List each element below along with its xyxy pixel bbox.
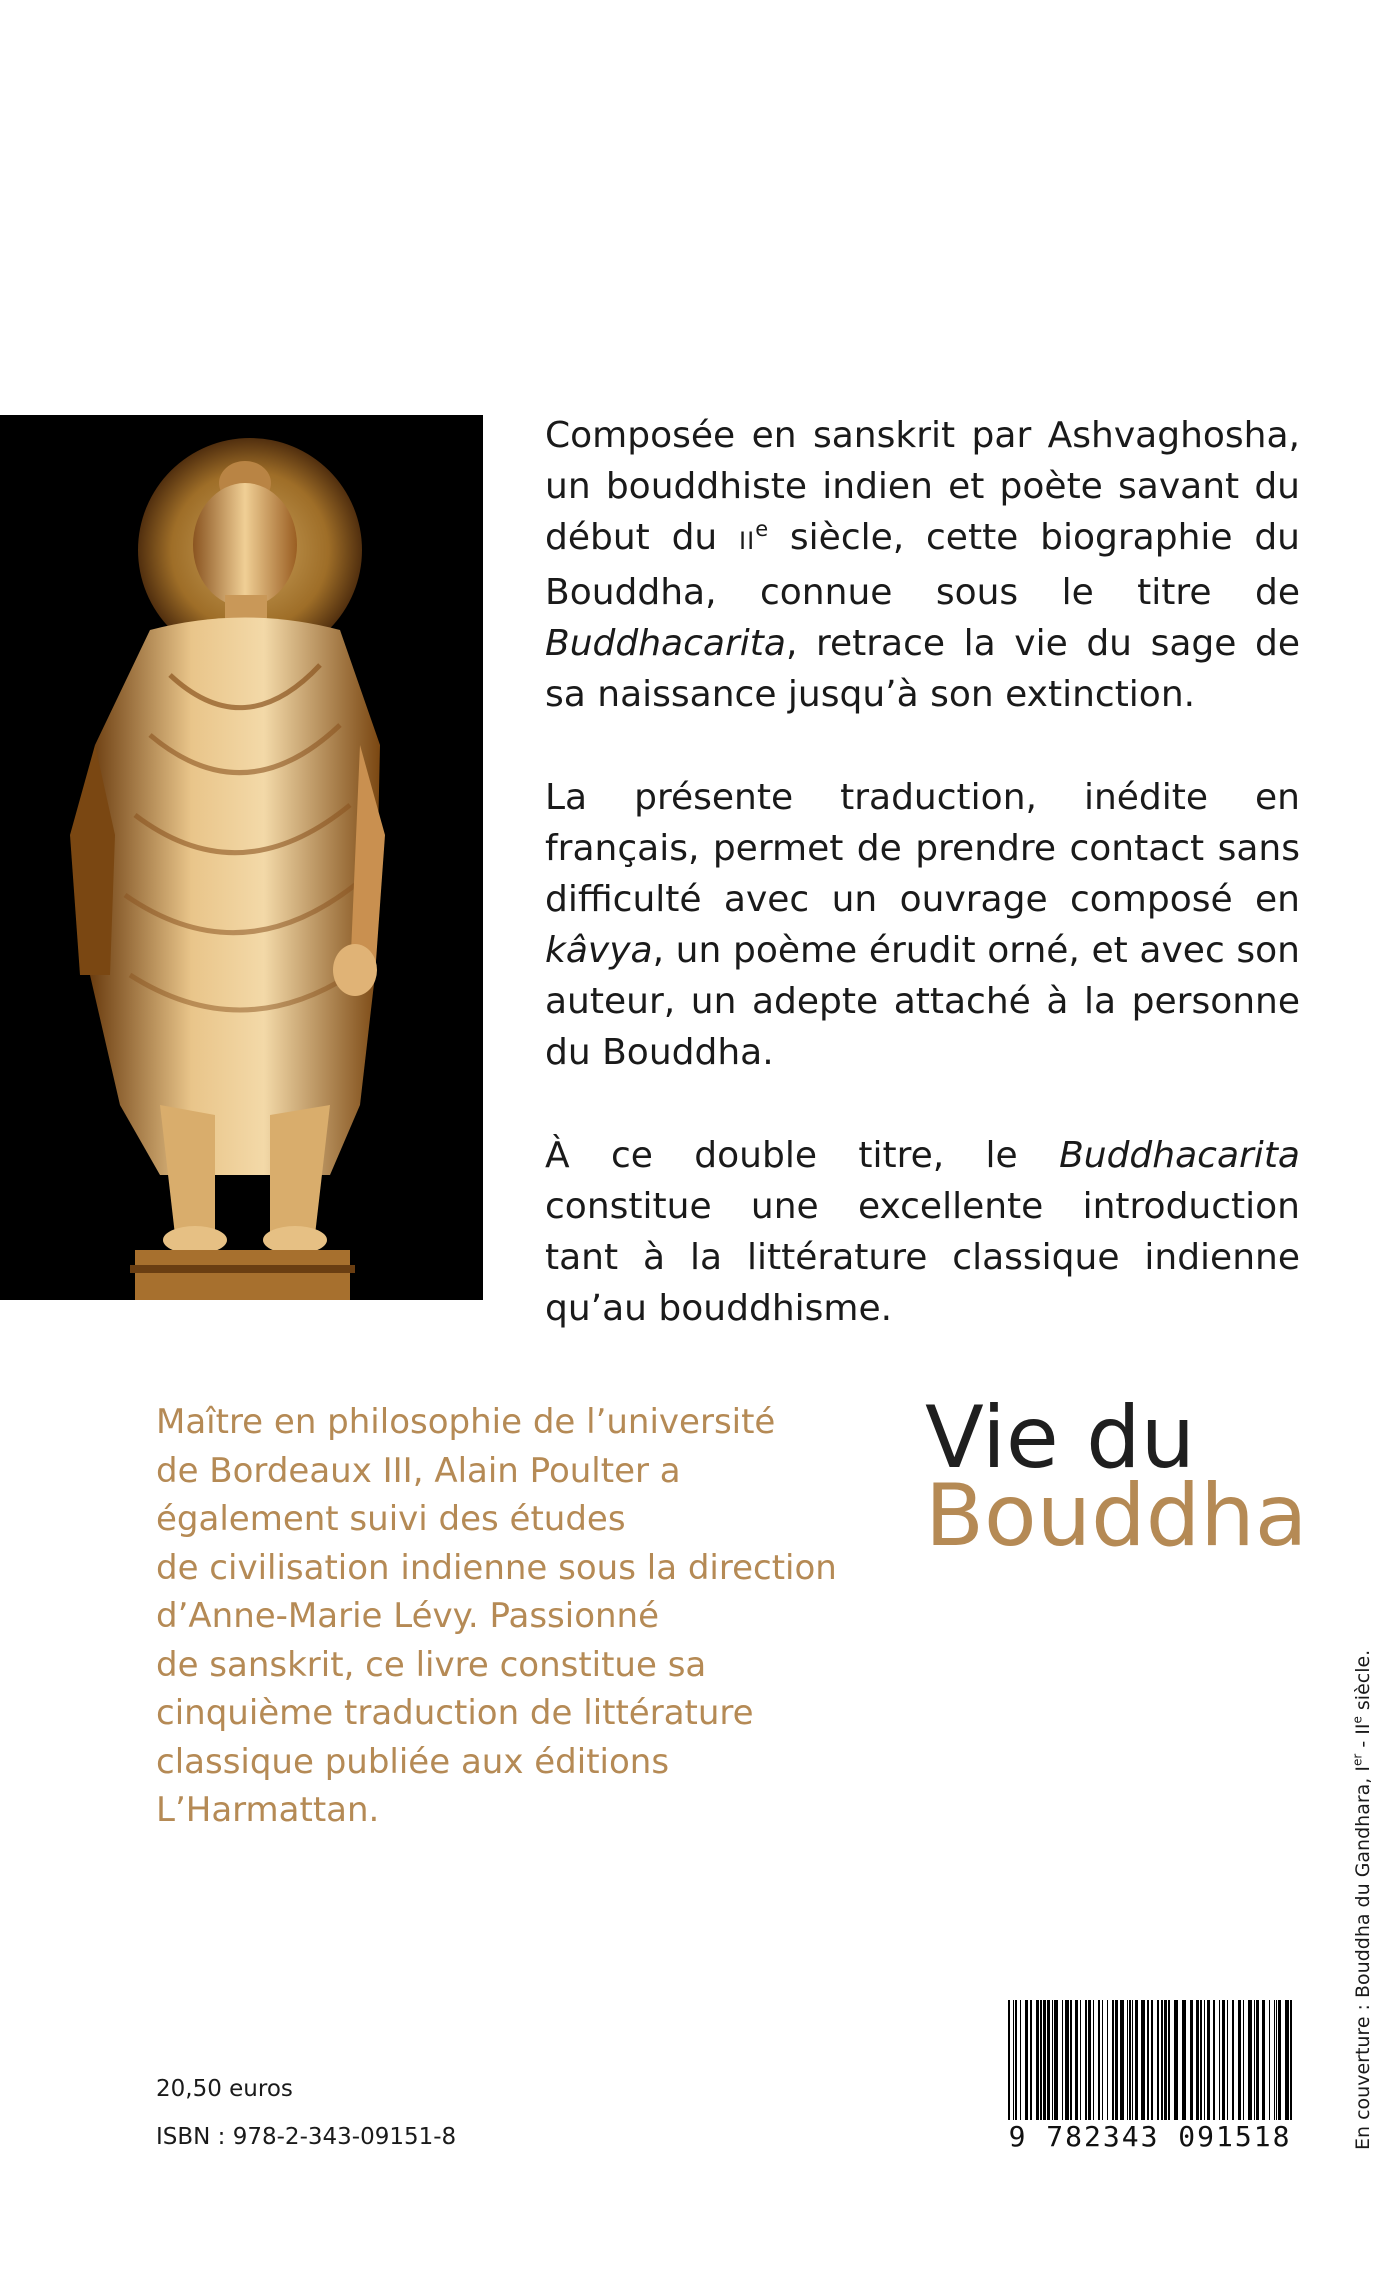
barcode-bar	[1129, 2000, 1131, 2120]
barcode-bar	[1008, 2000, 1010, 2120]
barcode-bar	[1269, 2000, 1270, 2120]
barcode-bar	[1196, 2000, 1199, 2120]
barcode-bar	[1102, 2000, 1103, 2120]
barcode-bar	[1147, 2000, 1149, 2120]
synopsis-paragraph-3	[545, 1130, 1300, 1334]
isbn: ISBN : 978-2-343-09151-8	[156, 2124, 457, 2150]
barcode-bar	[1219, 2000, 1220, 2120]
barcode-bar	[1141, 2000, 1145, 2120]
barcode-bar	[1157, 2000, 1159, 2120]
author-bio-line: L’Harmattan.	[156, 1790, 380, 1830]
barcode-bar	[1013, 2000, 1014, 2120]
barcode-bar	[1285, 2000, 1289, 2120]
barcode-bar	[1030, 2000, 1032, 2120]
buddha-statue-photo	[0, 415, 483, 1300]
author-bio-line: également suivi des études	[156, 1499, 626, 1539]
century-suffix: e	[755, 517, 769, 541]
author-bio-line: de Bordeaux III, Alain Poulter a	[156, 1450, 681, 1491]
barcode-bar	[1256, 2000, 1259, 2120]
barcode-bar	[1190, 2000, 1193, 2120]
barcode-bar	[1093, 2000, 1094, 2120]
barcode-bar	[1200, 2000, 1202, 2120]
cover-credit-text: siècle.	[1352, 1649, 1374, 1717]
barcode-bar	[1168, 2000, 1170, 2120]
synopsis-text: La présente traduction, inédite en français, permet de prendre contact sans difficulté avec un ouvrage composé en	[545, 777, 1300, 920]
barcode-bar	[1135, 2000, 1138, 2120]
price: 20,50 euros	[156, 2076, 293, 2102]
barcode-bar	[1040, 2000, 1042, 2120]
barcode-bar	[1161, 2000, 1163, 2120]
synopsis-text: siècle, cette biographie du Bouddha, connue sous le titre de	[545, 517, 1300, 613]
synopsis	[545, 410, 1300, 1334]
barcode-bar	[1047, 2000, 1050, 2120]
author-bio-line: d’Anne-Marie Lévy. Passionné	[156, 1596, 660, 1636]
barcode-bar	[1052, 2000, 1053, 2120]
barcode-digits: 9 782343 091518	[1000, 2120, 1300, 2153]
barcode-bar	[1182, 2000, 1186, 2120]
barcode-bar	[1227, 2000, 1228, 2120]
barcode-bar	[1075, 2000, 1078, 2120]
barcode-bar	[1098, 2000, 1100, 2120]
barcode-bar	[1132, 2000, 1133, 2120]
cover-credit-sup: e	[1350, 1716, 1365, 1724]
barcode-bar	[1025, 2000, 1028, 2120]
barcode-bar	[1088, 2000, 1091, 2120]
barcode-bar	[1151, 2000, 1153, 2120]
barcode-bar	[1207, 2000, 1210, 2120]
author-bio-line: Maître en philosophie de l’université	[156, 1402, 776, 1442]
author-bio-line: classique publiée aux éditions	[156, 1741, 670, 1782]
barcode-bar	[1204, 2000, 1205, 2120]
work-title: Buddhacarita	[545, 623, 786, 664]
barcode-bar	[1274, 2000, 1275, 2120]
book-title	[925, 1388, 1308, 1566]
cover-credit-text: - II	[1352, 1723, 1374, 1754]
author-bio	[156, 1398, 876, 1835]
work-title: Buddhacarita	[1059, 1135, 1300, 1176]
barcode-bar	[1232, 2000, 1234, 2120]
synopsis-paragraph-1	[545, 410, 1300, 720]
book-title-line-1: Vie du	[925, 1388, 1196, 1488]
barcode-bar	[1238, 2000, 1241, 2120]
barcode-bar	[1112, 2000, 1114, 2120]
author-bio-line: de civilisation indienne sous la direction	[156, 1547, 837, 1588]
barcode-bar	[1262, 2000, 1265, 2120]
barcode-bar	[1043, 2000, 1046, 2120]
barcode-bar	[1276, 2000, 1277, 2120]
barcode-bar	[1036, 2000, 1039, 2120]
author-bio-line: de sanskrit, ce livre constitue sa	[156, 1644, 707, 1685]
cover-credit-text: En couverture : Bouddha du Gandhara, I	[1352, 1766, 1374, 2150]
barcode-bar	[1127, 2000, 1128, 2120]
synopsis-text: , un poème érudit orné, et avec son auteur, un adepte attaché à la personne du Bouddha.	[545, 930, 1300, 1073]
buddha-statue-image	[0, 415, 483, 1300]
barcode-bar	[1248, 2000, 1252, 2120]
genre-term: kâvya	[545, 930, 653, 971]
barcode-bar	[1015, 2000, 1017, 2120]
barcode-bar	[1290, 2000, 1292, 2120]
synopsis-paragraph-2	[545, 772, 1300, 1078]
century-numeral: II	[739, 527, 756, 555]
synopsis-text: Composée en sanskrit par Ashvaghosha, un bouddhiste indien et poète savant du début du	[545, 415, 1300, 558]
barcode-bar	[1213, 2000, 1215, 2120]
barcode-bar	[1278, 2000, 1281, 2120]
author-bio-line: cinquième traduction de littérature	[156, 1693, 754, 1733]
barcode-bar	[1254, 2000, 1255, 2120]
barcode-bar	[1080, 2000, 1081, 2120]
synopsis-text: À ce double titre, le	[545, 1135, 1060, 1176]
barcode-bar	[1020, 2000, 1021, 2120]
barcode-bar	[1115, 2000, 1118, 2120]
barcode-bar	[1120, 2000, 1124, 2120]
barcode-bar	[1174, 2000, 1178, 2120]
barcode-bar	[1243, 2000, 1244, 2120]
synopsis-text: constitue une excellente introduction tant à la littérature classique indienne qu’au bouddhisme.	[545, 1186, 1300, 1329]
barcode-bar	[1222, 2000, 1225, 2120]
barcode-bar	[1065, 2000, 1069, 2120]
book-title-line-2: Bouddha	[925, 1466, 1308, 1566]
barcode-bars	[1000, 2000, 1300, 2120]
barcode-bar	[1070, 2000, 1072, 2120]
barcode-bar	[1107, 2000, 1108, 2120]
cover-credit	[1352, 1650, 1374, 2150]
barcode-bar	[1085, 2000, 1087, 2120]
synopsis-text: , retrace la vie du sage de sa naissance jusqu’à son extinction.	[545, 623, 1300, 715]
barcode-bar	[1054, 2000, 1058, 2120]
cover-credit-sup: er	[1350, 1753, 1365, 1767]
barcode-bar	[1062, 2000, 1063, 2120]
barcode-bar	[1164, 2000, 1167, 2120]
